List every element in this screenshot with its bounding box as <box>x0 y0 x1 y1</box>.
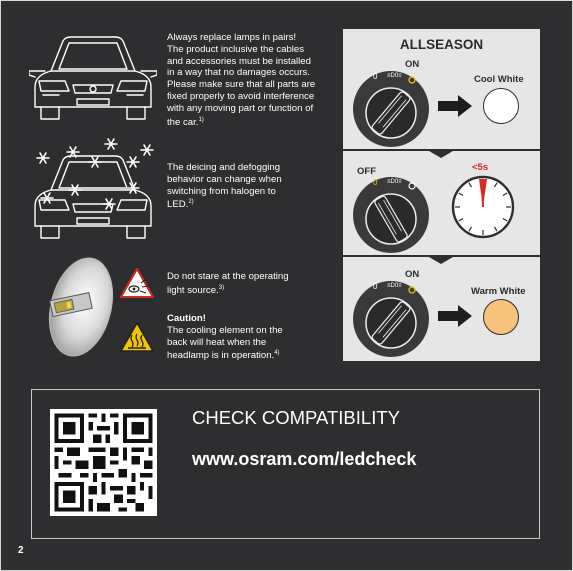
note-caution-ref: 4) <box>274 350 280 357</box>
allseason-title: ALLSEASON <box>399 37 484 52</box>
note-replace-pairs-text: Always replace lamps in pairs! The product inclusive the cables and accessories must be installed in a way that no damages occurs. Please make sure that all parts are fixed properly to avoid interference with any moving part or function of the car. <box>167 32 316 128</box>
divider-arrow-2 <box>429 257 453 265</box>
step1-switch-label: ON <box>405 59 420 70</box>
step1-result-label: Cool White <box>474 74 524 85</box>
heat-warning-icon <box>119 321 155 353</box>
led-lamp-illustration <box>39 253 119 361</box>
note-deicing-ref: 2) <box>188 199 194 206</box>
warm-white-swatch <box>483 299 519 335</box>
dial2-pos-off: 0 <box>373 178 378 187</box>
timer-label: <5s <box>472 162 489 173</box>
eye-warning-icon <box>119 267 155 299</box>
light-switch-dial-on-2 <box>351 279 431 359</box>
check-compatibility-heading: CHECK COMPATIBILITY <box>192 407 400 428</box>
car-snow-illustration <box>29 136 159 246</box>
arrow-right-icon <box>438 95 472 117</box>
note-replace-pairs-ref: 1) <box>198 116 204 123</box>
dial1-pos-off: 0 <box>373 72 378 81</box>
note-deicing-text: The deicing and defogging behavior can change when switching from halogen to LED. <box>167 162 282 211</box>
light-switch-dial-off <box>351 175 431 255</box>
arrow-right-icon-2 <box>438 305 472 327</box>
dial2-pos-park: ≡D0≡ <box>387 179 402 185</box>
note-deicing <box>167 162 337 211</box>
divider-arrow-1 <box>429 151 453 159</box>
compatibility-box <box>31 389 540 539</box>
light-switch-dial-on <box>351 69 431 149</box>
note-replace-pairs <box>167 32 337 129</box>
qr-code[interactable] <box>50 409 157 516</box>
dial3-pos-park: ≡D0≡ <box>387 283 402 289</box>
note-do-not-stare <box>167 271 337 297</box>
ledcheck-url[interactable]: www.osram.com/ledcheck <box>192 449 417 469</box>
step3-switch-label: ON <box>405 269 420 280</box>
note-do-not-stare-text: Do not stare at the operating light source. <box>167 271 289 296</box>
step2-switch-label: OFF <box>357 166 376 177</box>
dial1-pos-park: ≡D0≡ <box>387 73 402 79</box>
dial3-pos-off: 0 <box>373 282 378 291</box>
note-caution-text: The cooling element on the back will heat when the headlamp is in operation. <box>167 324 283 362</box>
cool-white-swatch <box>483 88 519 124</box>
note-do-not-stare-ref: 3) <box>218 284 225 291</box>
step3-result-label: Warm White <box>471 286 526 297</box>
note-caution <box>167 313 337 362</box>
allseason-panel <box>343 29 540 361</box>
car-front-illustration <box>29 31 157 127</box>
page-number: 2 <box>18 545 24 556</box>
stopwatch-icon <box>451 175 515 239</box>
caution-title: Caution! <box>167 313 206 324</box>
